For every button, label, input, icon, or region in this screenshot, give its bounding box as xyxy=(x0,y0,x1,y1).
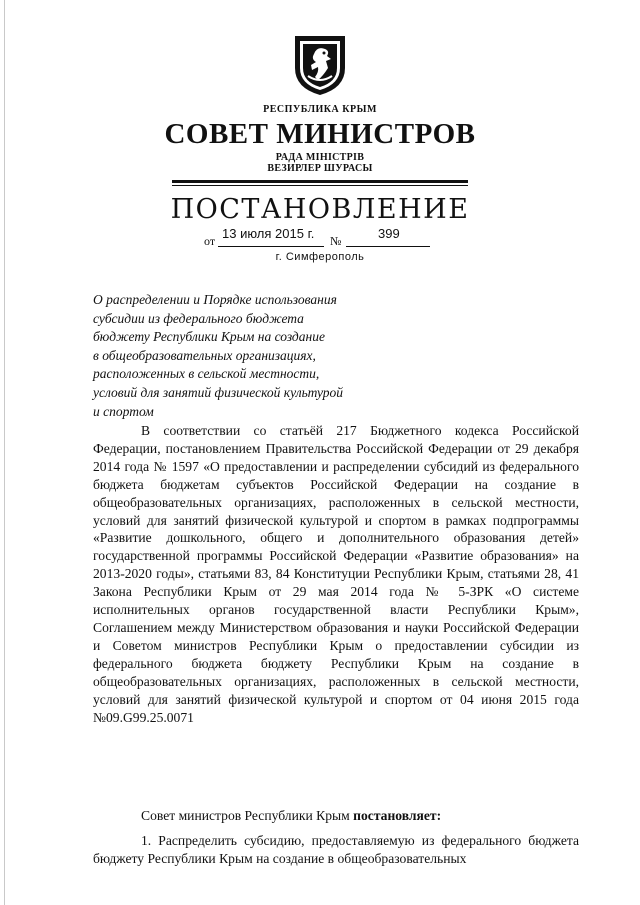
decree-title xyxy=(93,291,393,421)
title-line: бюджету Республики Крым на создание xyxy=(93,329,325,345)
document-type: ПОСТАНОВЛЕНИЕ xyxy=(170,194,470,225)
council-name-crimean-tatar: ВЕЗИРЛЕР ШУРАСЫ xyxy=(267,163,373,174)
title-line: О распределении и Порядке использования xyxy=(93,292,337,307)
date-underline xyxy=(218,246,324,247)
council-name-ukrainian: РАДА МІНІСТРІВ xyxy=(275,152,365,163)
title-line: в общеобразовательных организациях, xyxy=(93,347,316,363)
number-underline xyxy=(346,246,430,247)
decree-number: 399 xyxy=(378,226,400,241)
decree-item-1: 1. Распределить субсидию, предоставляемую из федерального бюджета бюджету Республики Крым на создание в общеобразовательных xyxy=(93,833,579,866)
council-name: СОВЕТ МИНИСТРОВ xyxy=(164,118,476,150)
title-line: субсидии из федерального бюджета xyxy=(93,310,304,326)
council-resolves xyxy=(93,807,579,825)
decree-city: г. Симферополь xyxy=(275,251,365,263)
preamble-paragraph: В соответствии со статьёй 217 Бюджетного кодекса Российской Федерации, постановлением Правительства Российской Федерации от 29 декабря 2014 года № 1597 «О предоставлении и распределении субсидий из федерального бюджета бюджетам субъектов Российской Федерации на создание в общеобразовательных организациях, расположенных в сельской местности, условий для занятий физической культурой и спортом в рамках подпрограммы «Развитие дошкольного, общего и дополнительного образования детей» государственной программы Российской Федерации «Развитие образования» на 2013-2020 годы», статьями 83, 84 Конституции Республики Крым, статьями 28, 41 Закона Республики Крым от 29 мая 2014 года № 5-ЗРК «О системе исполнительных органов государственной власти Республики Крым», Соглашением между Министерством образования и науки Российской Федерации и Советом министров Республики Крым о предоставлении субсидии из федерального бюджета бюджету Республики Крым на создание в общеобразовательных организациях, расположенных в сельской местности, условий для занятий физической культурой и спортом от 04 июня 2015 года №09.G99.25.0071 xyxy=(93,423,579,725)
resolves-verb: постановляет: xyxy=(353,808,442,823)
header-rule-thin xyxy=(172,185,468,186)
number-label: № xyxy=(330,234,342,248)
council-resolves-text: Совет министров Республики Крым xyxy=(141,808,354,823)
date-label: от xyxy=(204,234,216,248)
republic-name: РЕСПУБЛИКА КРЫМ xyxy=(263,104,377,115)
coat-of-arms-icon xyxy=(290,32,350,98)
title-line: и спортом xyxy=(93,403,154,419)
header-rule-thick xyxy=(172,180,468,183)
title-line: расположенных в сельской местности, xyxy=(93,366,320,382)
decree-date: 13 июля 2015 г. xyxy=(222,226,315,241)
title-line: условий для занятий физической культурой xyxy=(93,384,344,400)
